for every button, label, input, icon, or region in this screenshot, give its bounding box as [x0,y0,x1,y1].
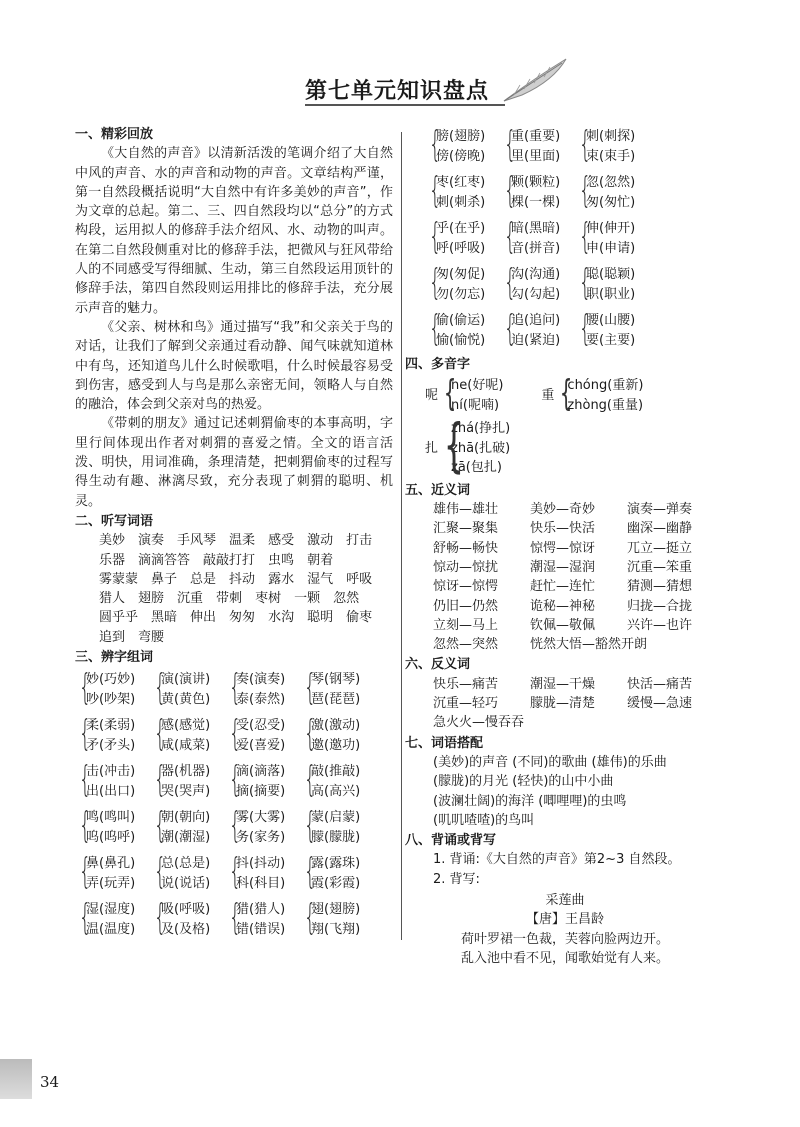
char-word: 琶(琵琶) [311,691,361,707]
char-word: 高(高兴) [311,783,361,799]
char-word: 刺(刺杀) [436,194,486,210]
char-group [302,896,377,939]
char-word: 鸣(鸣叫) [86,810,136,826]
recite-item: 2. 背写: [433,871,480,887]
char-group [77,804,152,847]
title-underline [305,104,505,106]
char-word: 琴(钢琴) [311,672,361,688]
dictation-word: 感受 [268,533,295,549]
char-word: 翔(飞翔) [311,921,361,937]
char-group [227,758,302,801]
char-word: 偷(偷运) [436,313,486,328]
dictation-word: 翅膀 [138,591,165,607]
char-word: 及(及格) [161,921,211,937]
char-group [577,307,652,350]
section-heading: 一、精彩回放 [75,127,154,142]
page-tab [0,1059,32,1099]
char-group [302,712,377,755]
char-word: 伸(伸开) [586,221,636,236]
brace: { [228,712,242,754]
brace: { [153,712,167,754]
dictation-word: 一颗 [294,591,321,607]
poem-title: 采莲曲 [545,893,585,909]
char-word: 匆(匆促) [436,267,486,282]
char-word: 愉(愉悦) [436,332,486,348]
brace: { [228,758,242,800]
char-word: 温(温度) [86,921,136,937]
brace: { [503,123,517,165]
char-word: 奏(演奏) [236,672,286,688]
char-groups [75,667,393,943]
brace: { [228,850,242,892]
char-word: 束(束手) [586,148,636,164]
brace: { [578,169,592,211]
char-group [152,850,227,893]
brace: { [303,804,317,846]
synonym-list [405,500,725,654]
brace: { [78,804,92,846]
brace: { [78,758,92,800]
synonym-pair: 幽深—幽静 [627,521,693,537]
char-word: 枣(红枣) [436,175,486,190]
char-group [227,666,302,709]
antonym-pair: 沉重—轻巧 [433,696,499,712]
dictation-word: 露水 [268,571,295,587]
brace: { [228,896,242,938]
char-word: 妙(巧妙) [86,672,136,688]
char-word: 迫(紧迫) [511,332,561,348]
synonym-pair: 雄伟—雄壮 [433,502,499,518]
polyphone-ne: 呢 { ne(好呢) ní(呢喃) [425,372,504,414]
dictation-word: 忽然 [333,591,360,607]
brace: { [578,307,592,349]
section-heading: 七、词语搭配 [405,735,484,751]
char-group [427,169,502,212]
dictation-word: 带刺 [216,591,243,607]
brace: { [503,215,517,257]
char-word: 聪(聪颖) [586,267,636,282]
char-group [152,896,227,939]
synonym-pair: 演奏—弹奏 [627,502,693,518]
dictation-word: 滴滴答答 [138,552,191,568]
antonym-row [405,694,725,713]
char-group [502,169,577,212]
char-word: 摘(摘要) [236,783,286,799]
char-group [152,804,227,847]
synonym-row [405,500,725,519]
char-group [227,712,302,755]
dictation-word: 水沟 [268,610,295,626]
char-word: 滴(滴落) [236,764,286,780]
synonym-pair: 惊愕—惊讶 [530,540,596,556]
brace: { [153,896,167,938]
dictation-word: 雾蒙蒙 [99,571,139,587]
char-word: 抖(抖动) [236,856,286,872]
char-word: 匆(匆忙) [586,194,636,210]
dictation-word: 偷枣 [346,610,373,626]
char-word: 咸(咸菜) [161,737,211,753]
dictation-word: 敲敲打打 [203,552,256,568]
synonym-pair: 钦佩—敬佩 [530,617,596,633]
char-word: 黄(黄色) [161,691,211,707]
char-word: 棵(一棵) [511,194,561,210]
synonym-row [405,577,725,596]
char-group [502,215,577,258]
char-group [77,666,152,709]
dictation-word: 抖动 [229,571,256,587]
char-group [502,261,577,304]
dictation-word: 匆匆 [229,610,256,626]
char-word: 务(家务) [236,829,286,845]
brace: { [228,804,242,846]
section-heading: 三、辨字组词 [75,650,154,666]
section-heading: 六、反义词 [405,657,471,673]
brace: { [153,758,167,800]
char-word: 演(演讲) [161,672,211,688]
dictation-word: 猎人 [99,591,126,607]
char-group [577,215,652,258]
dictation-row [75,628,393,647]
char-word: 呜(呜呼) [86,829,136,845]
synonym-pair: 归拢—合拢 [627,598,693,614]
dictation-word: 演奏 [138,533,165,549]
char-word: 爱(喜爱) [236,737,286,753]
dictation-word: 打击 [346,533,373,549]
synonym-pair: 快乐—快活 [530,521,596,537]
right-column [405,124,725,968]
char-word: 吵(吵架) [86,691,136,707]
char-group [227,850,302,893]
polyphone-zha: 扎 { zhá(挣扎) zhā(扎破) zā(包扎) [425,410,511,479]
synonym-row [405,635,725,654]
synonym-pair: 恍然大悟—豁然开朗 [530,637,648,653]
dictation-word: 湿气 [307,571,334,587]
char-word: 沟(沟通) [511,267,561,282]
antonym-list [405,675,725,733]
char-group [577,169,652,212]
left-column [75,124,393,943]
char-word: 受(忍受) [236,718,286,734]
dictation-word: 温柔 [229,533,256,549]
brace: { [428,261,442,303]
synonym-row [405,519,725,538]
paragraph: 《带刺的朋友》通过记述刺猬偷枣的本事高明，字里行间体现出作者对刺猬的喜爱之情。全文的语言活泼、明快，用词准确，条理清楚，把刺猬偷枣的过程写得生动有趣、淋漓尽致，充分表现了刺猬的聪明、机灵。 [75,416,393,509]
brace: { [428,123,442,165]
dictation-word: 虫鸣 [268,552,295,568]
synonym-pair: 惊讶—惊愕 [433,579,499,595]
brace: { [578,261,592,303]
char-word: 蒙(启蒙) [311,810,361,826]
char-word: 忽(忽然) [586,175,636,190]
char-word: 朦(朦胧) [311,829,361,845]
section-heading: 八、背诵或背写 [405,833,497,849]
synonym-row [405,616,725,635]
synonym-pair: 兀立—挺立 [627,540,693,556]
char-group [227,804,302,847]
char-word: 勿(勿忘) [436,286,486,302]
brace: { [428,169,442,211]
char-group [302,666,377,709]
char-word: 暗(黑暗) [511,221,561,236]
synonym-pair: 猜测—猜想 [627,579,693,595]
char-group [427,261,502,304]
collocation-line: (叽叽喳喳)的鸟叫 [433,812,535,828]
page-number: 34 [40,1073,60,1091]
char-word: 科(科目) [236,875,286,891]
char-groups [405,124,725,354]
char-word: 重(重要) [511,129,561,144]
dictation-word: 聪明 [307,610,334,626]
dictation-word: 乐器 [99,552,126,568]
dictation-word: 圆乎乎 [99,610,139,626]
brace: { [303,666,317,708]
char-word: 矛(矛头) [86,737,136,753]
brace: { [153,666,167,708]
brace: { [78,666,92,708]
char-group [77,896,152,939]
dictation-word: 追到 [99,629,126,645]
synonym-row [405,539,725,558]
char-word: 呼(呼吸) [436,240,486,256]
char-word: 傍(傍晚) [436,148,486,164]
brace: { [78,896,92,938]
synonym-pair: 惊动—惊扰 [433,559,499,575]
char-word: 敲(推敲) [311,764,361,780]
poem-author: 【唐】王昌龄 [525,912,604,928]
brace: { [303,712,317,754]
synonym-pair: 美妙—奇妙 [530,502,596,518]
char-group [427,215,502,258]
char-word: 哭(哭声) [161,783,211,799]
antonym-pair: 急火火—慢吞吞 [433,715,525,731]
char-word: 出(出口) [86,783,136,799]
brace: { [303,850,317,892]
synonym-pair: 兴许—也许 [627,617,693,633]
antonym-row [405,713,725,732]
section-heading: 二、听写词语 [75,513,154,529]
char-word: 击(冲击) [86,764,136,780]
antonym-pair: 朦胧—清楚 [530,696,596,712]
brace: { [428,307,442,349]
char-group [77,850,152,893]
char-word: 追(追问) [511,313,561,328]
antonym-row [405,675,725,694]
char-word: 说(说话) [161,875,211,891]
column-divider [401,132,402,940]
dictation-word: 总是 [190,571,217,587]
char-word: 刺(刺探) [586,129,636,144]
char-group [502,307,577,350]
dictation-word: 枣树 [255,591,282,607]
antonym-pair: 潮湿—干燥 [530,676,596,692]
char-group [77,758,152,801]
char-word: 勾(勾起) [511,286,561,302]
char-word: 音(拼音) [511,240,561,256]
char-group [227,896,302,939]
brace: { [153,804,167,846]
dictation-word: 伸出 [190,610,217,626]
brace: { [503,261,517,303]
synonym-row [405,558,725,577]
brace: { [228,666,242,708]
char-word: 膀(翅膀) [436,129,486,144]
char-word: 翅(翅膀) [311,902,361,918]
collocation-line: (波澜壮阔)的海洋 (唧哩哩)的虫鸣 [433,793,627,809]
char-word: 朝(朝向) [161,810,211,826]
char-word: 泰(泰然) [236,691,286,707]
synonym-pair: 舒畅—畅快 [433,540,499,556]
synonym-pair: 仍旧—仍然 [433,598,499,614]
paragraph: 《父亲、树林和鸟》通过描写“我”和父亲关于鸟的对话，让我们了解到父亲通过看动静、闻气味就知道林中有鸟，还知道鸟儿什么时候歌唱，什么时候最容易受到伤害，感受到人与鸟是那么亲密无间，领略人与自然的融洽，体会到父亲对鸟的热爱。 [75,319,393,413]
synonym-row [405,597,725,616]
brace: { [303,896,317,938]
char-word: 错(错误) [236,921,286,937]
dictation-word: 手风琴 [177,533,217,549]
dictation-word: 弯腰 [138,629,165,645]
dictation-word: 呼吸 [346,571,373,587]
char-word: 邀(邀功) [311,737,361,753]
dictation-word: 朝着 [307,552,334,568]
synonym-pair: 诡秘—神秘 [530,598,596,614]
brace: { [78,850,92,892]
char-word: 弄(玩弄) [86,875,136,891]
synonym-pair: 沉重—笨重 [627,559,693,575]
char-group [302,804,377,847]
char-word: 霞(彩霞) [311,875,361,891]
char-word: 里(里面) [511,148,561,164]
char-word: 器(机器) [161,764,211,780]
char-word: 激(激动) [311,718,361,734]
polyphone-zhong: 重 { chóng(重新) zhòng(重量) [541,372,644,414]
synonym-pair: 潮湿—湿润 [530,559,596,575]
synonym-pair: 汇聚—聚集 [433,521,499,537]
dictation-row [75,589,393,608]
char-word: 颗(颗粒) [511,175,561,190]
dictation-word: 激动 [307,533,334,549]
poem-line: 乱入池中看不见，闻歌始觉有人来。 [460,950,669,966]
char-group [302,850,377,893]
section-heading: 四、多音字 [405,357,471,372]
dictation-list [75,531,393,647]
dictation-word: 沉重 [177,591,204,607]
char-group [77,712,152,755]
section-heading: 五、近义词 [405,482,471,498]
char-group [152,666,227,709]
dictation-row [75,608,393,627]
brace: { [153,850,167,892]
char-word: 感(感觉) [161,718,211,734]
char-group [502,123,577,166]
char-word: 露(露珠) [311,856,361,872]
char-group [427,123,502,166]
page-title: 第七单元知识盘点 [305,79,490,104]
char-word: 总(总是) [161,856,211,872]
brace: { [303,758,317,800]
brace: { [503,169,517,211]
char-word: 柔(柔弱) [86,718,136,734]
dictation-word: 黑暗 [151,610,178,626]
char-group [152,712,227,755]
antonym-pair: 快活—痛苦 [627,676,693,692]
char-word: 雾(大雾) [236,810,286,826]
char-word: 吸(呼吸) [161,902,211,918]
char-word: 申(申请) [586,240,636,256]
dictation-row [75,531,393,550]
char-group [152,758,227,801]
recite-item: 1. 背诵:《大自然的声音》第2~3 自然段。 [433,852,681,868]
char-group [427,307,502,350]
synonym-pair: 立刻—马上 [433,617,499,633]
synonym-pair: 赶忙—连忙 [530,579,596,595]
brace: { [503,307,517,349]
char-word: 鼻(鼻孔) [86,856,136,872]
char-word: 潮(潮湿) [161,829,211,845]
char-group [577,261,652,304]
collocation-line: (朦胧)的月光 (轻快)的山中小曲 [433,774,614,790]
char-word: 腰(山腰) [586,313,636,328]
char-word: 乎(在乎) [436,221,486,236]
antonym-pair: 快乐—痛苦 [433,676,499,692]
poem-line: 荷叶罗裙一色裁，芙蓉向脸两边开。 [460,931,669,947]
brace: { [428,215,442,257]
dictation-row [75,570,393,589]
collocation-line: (美妙)的声音 (不同)的歌曲 (雄伟)的乐曲 [433,754,667,770]
feather-icon [500,55,570,105]
char-word: 猎(猎人) [236,902,286,918]
antonym-pair: 缓慢—急速 [627,696,693,712]
char-word: 职(职业) [586,286,636,302]
char-group [577,123,652,166]
dictation-word: 鼻子 [151,571,178,587]
brace: { [78,712,92,754]
dictation-word: 美妙 [99,533,126,549]
synonym-pair: 忽然—突然 [433,637,499,653]
dictation-row [75,551,393,570]
char-group [302,758,377,801]
brace: { [578,215,592,257]
char-word: 要(主要) [586,332,636,348]
paragraph: 《大自然的声音》以清新活泼的笔调介绍了大自然中风的声音、水的声音和动物的声音。文章结构严谨，第一自然段概括说明“大自然中有许多美妙的声音”，作为文章的总起。第二、三、四自然段均以“总分”的方式构段，运用拟人的修辞手法介绍风、水、动物的叫声。在第二自然段侧重对比的修辞手法，把微风与狂风带给人的不同感受写得细腻、生动，第三自然段运用顶针的修辞手法，第四自然段则运用排比的修辞手法，充分展示声音的魅力。 [75,146,393,316]
brace: { [578,123,592,165]
char-word: 湿(湿度) [86,902,136,918]
